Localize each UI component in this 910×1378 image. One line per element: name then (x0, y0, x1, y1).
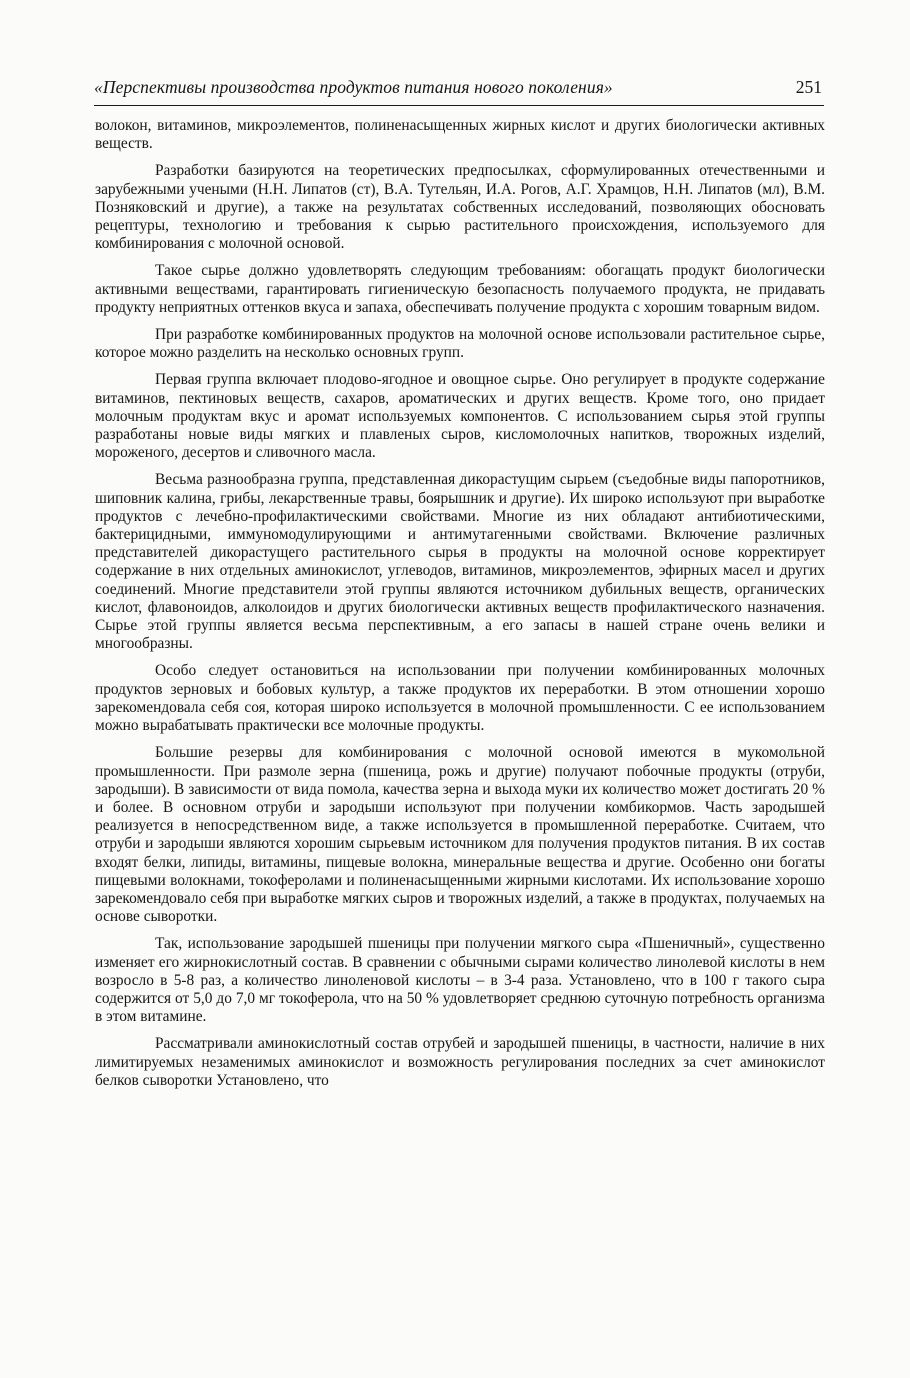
body-text (95, 117, 825, 1090)
paragraph: Рассматривали аминокислотный состав отрубей и зародышей пшеницы, в частности, наличие в них лимитируемых незаменимых аминокислот и возможность регулирования последних за счет аминокислот белков сыворотки Установлено, что (95, 1035, 825, 1089)
paragraph: волокон, витаминов, микроэлементов, полиненасыщенных жирных кислот и других биологически активных веществ. (95, 117, 825, 153)
paragraph: Большие резервы для комбинирования с молочной основой имеются в мукомольной промышленности. При размоле зерна (пшеница, рожь и другие) получают побочные продукты (отруби, зародыши). В зависимости от вида помола, качества зерна и выхода муки их количество может достигать 20 % и более. В основном отруби и зародыши используют при получении комбикормов. Часть зародышей реализуется в непосредственном виде, а также используется в промышленной переработке. Считаем, что отруби и зародыши являются хорошим сырьевым источником для получения продуктов питания. В их состав входят белки, липиды, витамины, пищевые волокна, минеральные вещества и другие. Особенно они богаты пищевыми волокнами, токоферолами и полиненасыщенными жирными кислотами. Их использование хорошо зарекомендовало себя при выработке мягких сыров и творожных изделий, а также в продуктах, получаемых на основе сыворотки. (95, 744, 825, 926)
page-number: 251 (795, 77, 822, 97)
paragraph: Особо следует остановиться на использовании при получении комбинированных молочных продуктов зерновых и бобовых культур, а также продуктов их переработки. В этом отношении хорошо зарекомендовала себя соя, которая широко используется в молочной промышленности. С ее использованием можно вырабатывать практически все молочные продукты. (95, 662, 825, 735)
running-header (94, 73, 824, 106)
paragraph: Так, использование зародышей пшеницы при получении мягкого сыра «Пшеничный», существенно изменяет его жирнокислотный состав. В сравнении с обычными сырами количество линолевой кислоты в нем возросло в 5-8 раз, а количество линоленовой кислоты – в 3-4 раза. Установлено, что в 100 г такого сыра содержится от 5,0 до 7,0 мг токоферола, что на 50 % удовлетворяет среднюю суточную потребность организма в этом витамине. (95, 935, 825, 1026)
paragraph: Разработки базируются на теоретических предпосылках, сформулированных отечественными и зарубежными учеными (Н.Н. Липатов (ст), В.А. Тутельян, И.А. Рогов, А.Г. Храмцов, Н.Н. Липатов (мл), В.М. Позняковский и другие), а также на результатах собственных исследований, позволяющих обосновать рецептуры, технологию и требования к сырью растительного происхождения, используемого для комбинирования с молочной основой. (95, 162, 825, 253)
header-title: «Перспективы производства продуктов питания нового поколения» (94, 77, 613, 97)
paragraph: При разработке комбинированных продуктов на молочной основе использовали растительное сырье, которое можно разделить на несколько основных групп. (95, 326, 825, 362)
paragraph: Первая группа включает плодово-ягодное и овощное сырье. Оно регулирует в продукте содержание витаминов, пектиновых веществ, сахаров, ароматических и других веществ. Кроме того, оно придает молочным продуктам вкус и аромат используемых компонентов. С использованием сырья этой группы разработаны новые виды мягких и плавленых сыров, кисломолочных напитков, творожных изделий, мороженого, десертов и сливочного масла. (95, 371, 825, 462)
paragraph: Весьма разнообразна группа, представленная дикорастущим сырьем (съедобные виды папоротников, шиповник калина, грибы, лекарственные травы, боярышник и другие). Их широко используют при выработке продуктов с лечебно-профилактическими свойствами. Многие из них обладают антибиотическими, бактерицидными, иммуномодулирующими и антимутагенными свойствами. Включение различных представителей дикорастущего растительного сырья в продукты на молочной основе корректирует содержание в них отдельных аминокислот, углеводов, витаминов, микроэлементов, эфирных масел и других соединений. Многие представители этой группы являются источником дубильных веществ, органических кислот, флавоноидов, алколоидов и других биологически активных веществ профилактического назначения. Сырье этой группы является весьма перспективным, а его запасы в нашей стране очень велики и многообразны. (95, 471, 825, 653)
paragraph: Такое сырье должно удовлетворять следующим требованиям: обогащать продукт биологически активными веществами, гарантировать гигиеническую безопасность получаемого продукта, не придавать продукту неприятных оттенков вкуса и запаха, обеспечивать получение продукта с хорошим товарным видом. (95, 262, 825, 316)
